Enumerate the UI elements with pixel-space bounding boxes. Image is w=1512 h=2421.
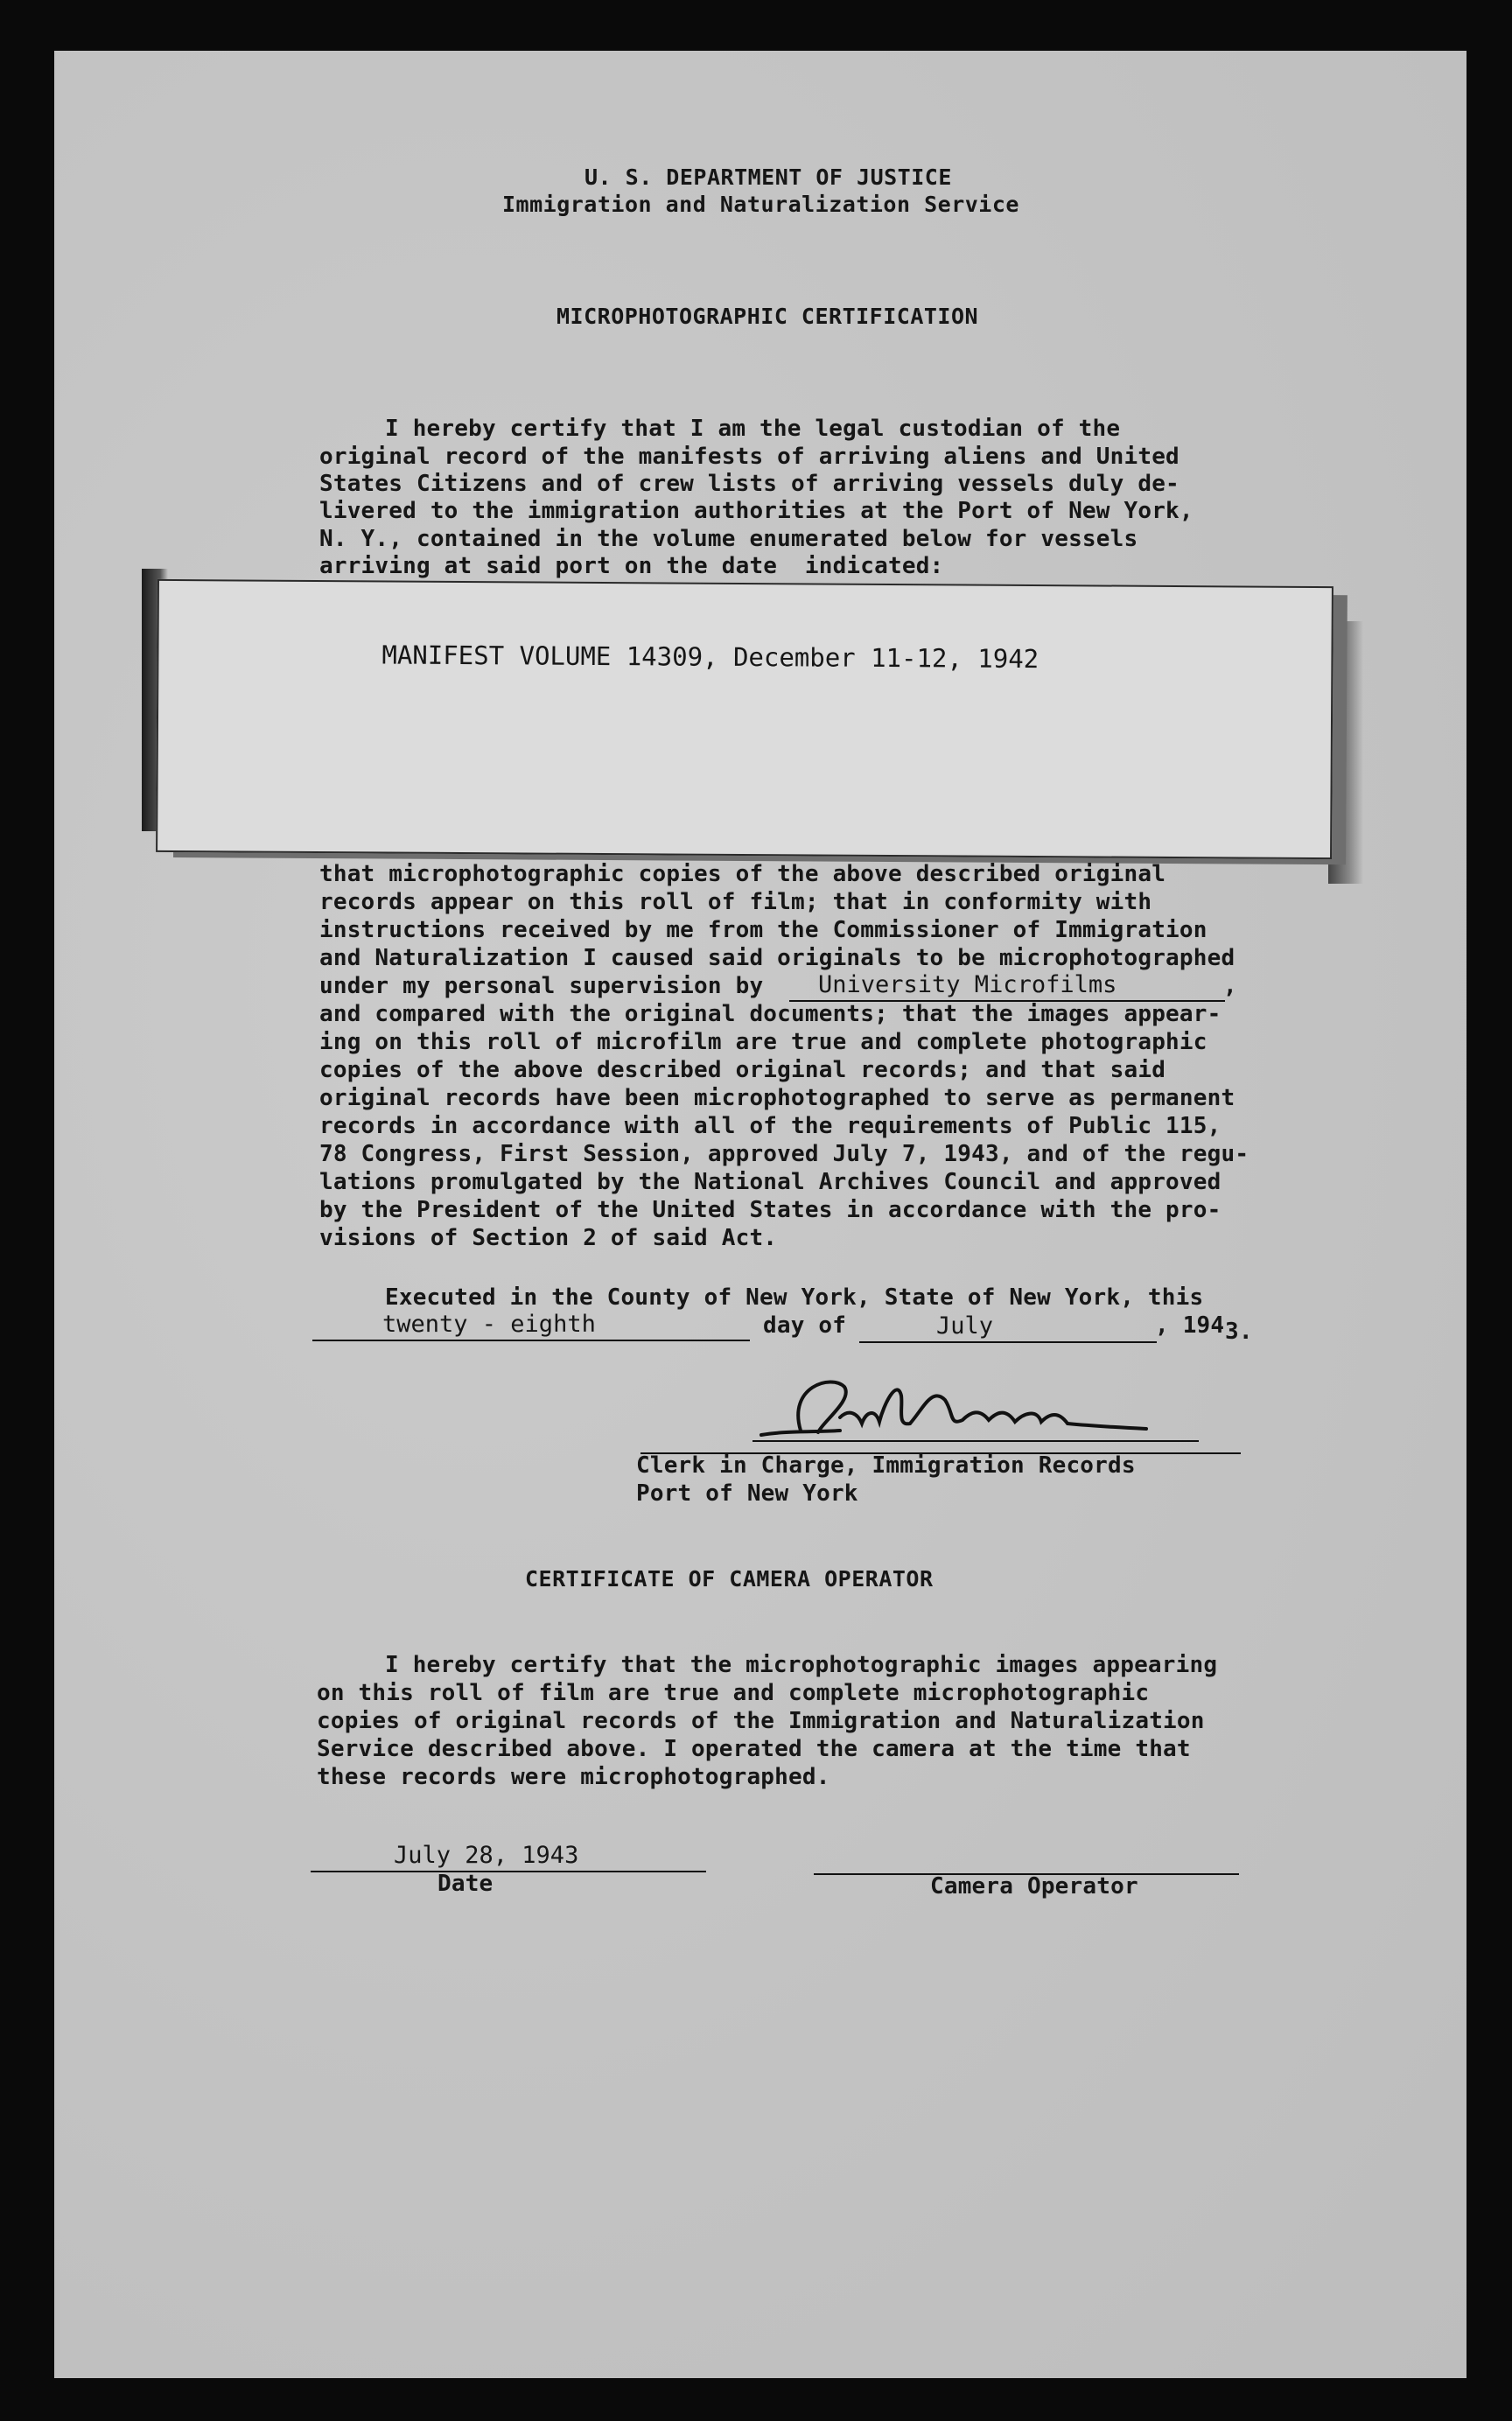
month-underline (859, 1341, 1157, 1343)
document-title: MICROPHOTOGRAPHIC CERTIFICATION (556, 304, 979, 329)
paragraph-line: States Citizens and of crew lists of arriving vessels duly de- (319, 471, 1180, 497)
day-underline (312, 1340, 750, 1341)
camera-operator-label: Camera Operator (930, 1873, 1138, 1900)
executed-statement: Executed in the County of New York, State of New York, this (385, 1284, 1204, 1311)
paragraph-line: 78 Congress, First Session, approved July 7, 1943, and of the regu- (319, 1141, 1250, 1167)
paragraph-line: records appear on this roll of film; that in conformity with (319, 889, 1152, 915)
day-value: twenty - eighth (382, 1311, 596, 1338)
paragraph-line: visions of Section 2 of said Act. (319, 1225, 778, 1251)
year-suffix: 3. (1225, 1319, 1253, 1345)
paragraph-line: original record of the manifests of arriving aliens and United (319, 444, 1180, 470)
paragraph-line: lations promulgated by the National Archives Council and approved (319, 1169, 1222, 1195)
paragraph-line: records in accordance with all of the requirements of Public 115, (319, 1113, 1222, 1139)
month-value: July (936, 1312, 994, 1340)
paragraph-line: that microphotographic copies of the above described original (319, 861, 1166, 887)
clerk-signature (735, 1369, 1208, 1448)
paragraph-line: under my personal supervision by (319, 973, 764, 999)
service-heading: Immigration and Naturalization Service (502, 192, 1019, 217)
paragraph-line: I hereby certify that the microphotographic images appearing (385, 1652, 1218, 1678)
filmed-by-comma: , (1223, 973, 1237, 999)
paragraph-line: and Naturalization I caused said originals to be microphotographed (319, 945, 1236, 971)
paragraph-line: original records have been microphotographed to serve as permanent (319, 1085, 1236, 1111)
paragraph-line: arriving at said port on the date indicated: (319, 553, 944, 579)
paragraph-line: on this roll of film are true and complete microphotographic (317, 1680, 1150, 1706)
paragraph-line: these records were microphotographed. (317, 1764, 830, 1790)
paragraph-line: N. Y., contained in the volume enumerated below for vessels (319, 526, 1138, 552)
paragraph-line: by the President of the United States in accordance with the pro- (319, 1197, 1222, 1223)
date-underline (311, 1871, 706, 1872)
year-prefix: , 194 (1155, 1312, 1225, 1339)
paragraph-line: copies of the above described original records; and that said (319, 1057, 1166, 1083)
signer-office: Port of New York (636, 1480, 858, 1507)
paragraph-line: I hereby certify that I am the legal custodian of the (385, 416, 1121, 442)
paragraph-line: ing on this roll of microfilm are true and complete photographic (319, 1029, 1208, 1055)
department-heading: U. S. DEPARTMENT OF JUSTICE (584, 164, 952, 190)
paragraph-line: livered to the immigration authorities at the Port of New York, (319, 498, 1194, 524)
paragraph-line: Service described above. I operated the camera at the time that (317, 1736, 1191, 1762)
paragraph-line: instructions received by me from the Commissioner of Immigration (319, 917, 1208, 943)
paragraph-line: copies of original records of the Immigration and Naturalization (317, 1708, 1205, 1734)
filmed-by-value: University Microfilms (818, 971, 1117, 998)
day-of-label: day of (763, 1312, 847, 1339)
slip-shadow (1328, 621, 1363, 884)
manifest-slip (156, 579, 1334, 859)
date-label: Date (438, 1871, 494, 1897)
paragraph-line: and compared with the original documents; that the images appear- (319, 1001, 1222, 1027)
operator-date-value: July 28, 1943 (394, 1842, 579, 1869)
camera-certificate-title: CERTIFICATE OF CAMERA OPERATOR (525, 1566, 934, 1592)
manifest-volume-text: MANIFEST VOLUME 14309, December 11-12, 1942 (382, 640, 1040, 675)
signer-title: Clerk in Charge, Immigration Records (636, 1452, 1136, 1479)
